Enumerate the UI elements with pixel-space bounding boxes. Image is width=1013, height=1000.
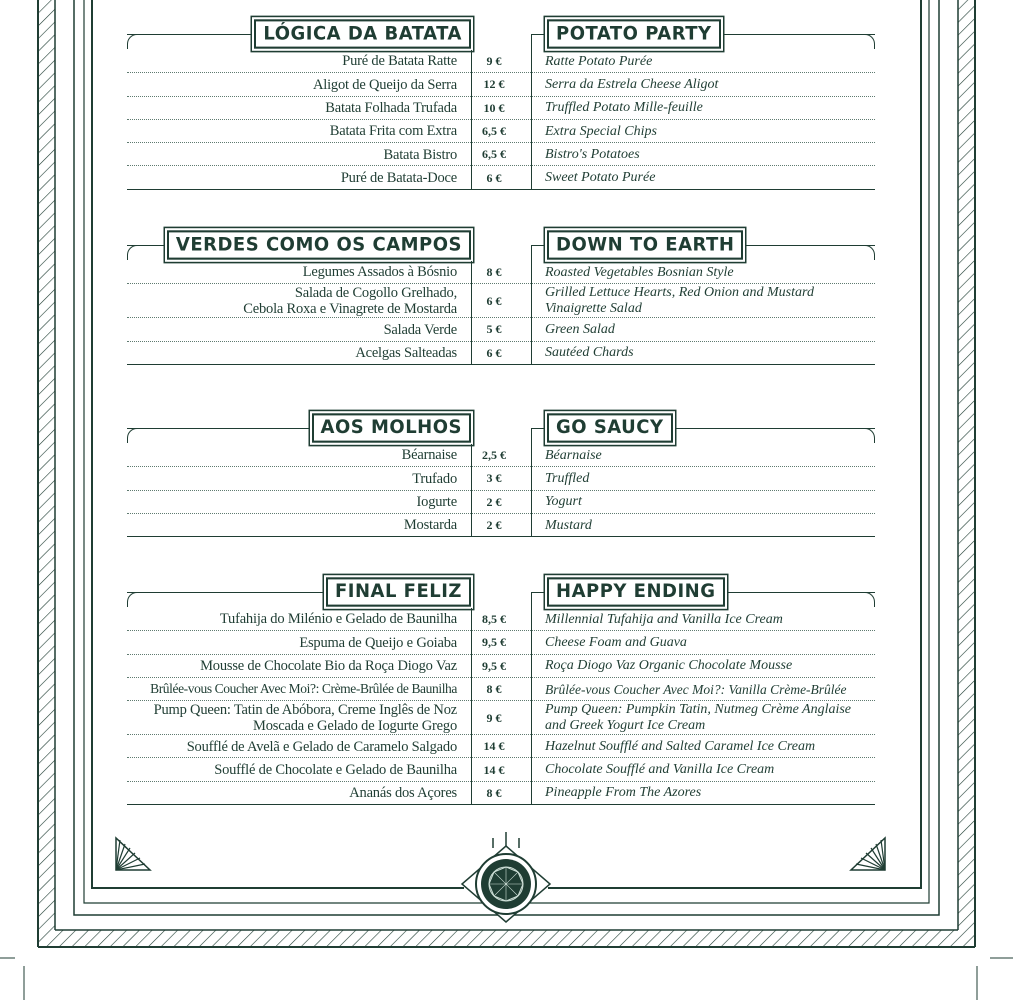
item-name-pt: Salada Verde xyxy=(383,321,457,338)
section-desserts xyxy=(127,574,875,805)
item-name-en: Green Salad xyxy=(545,321,615,337)
menu-row xyxy=(127,342,875,365)
item-price: 6 € xyxy=(486,170,502,185)
menu-row xyxy=(127,261,875,284)
item-name-pt: Aligot de Queijo da Serra xyxy=(313,76,457,93)
section-title-en: DOWN TO EARTH xyxy=(547,230,743,259)
item-price: 9 € xyxy=(486,710,502,725)
menu-row xyxy=(127,50,875,73)
section-title-en: GO SAUCY xyxy=(547,413,673,442)
item-name-en: Mustard xyxy=(545,517,592,533)
item-name-en: Serra da Estrela Cheese Aligot xyxy=(545,76,719,92)
item-name-pt: Brûlée-vous Coucher Avec Moi?: Crème-Brûlée de Baunilha xyxy=(150,681,457,697)
item-name-en: Roasted Vegetables Bosnian Style xyxy=(545,264,734,280)
item-name-pt: Ananás dos Açores xyxy=(349,785,457,802)
item-price: 10 € xyxy=(483,100,505,115)
section-greens xyxy=(127,227,875,365)
item-name-pt: Soufflé de Chocolate e Gelado de Baunilha xyxy=(214,761,457,778)
item-name-en: Cheese Foam and Guava xyxy=(545,634,687,650)
menu-row xyxy=(127,608,875,631)
item-price: 6,5 € xyxy=(482,147,506,162)
menu-row xyxy=(127,631,875,654)
item-name-en: Grilled Lettuce Hearts, Red Onion and Mustard Vinaigrette Salad xyxy=(545,285,814,317)
item-name-pt: Puré de Batata-Doce xyxy=(340,169,457,186)
item-price: 6 € xyxy=(486,293,502,308)
item-name-en: Béarnaise xyxy=(545,447,602,463)
item-price: 9,5 € xyxy=(482,658,506,673)
item-name-pt: Béarnaise xyxy=(401,447,457,464)
item-price: 5 € xyxy=(486,322,502,337)
menu-row xyxy=(127,701,875,735)
menu-row xyxy=(127,444,875,467)
item-name-en: Brûlée-vous Coucher Avec Moi?: Vanilla Crème-Brûlée xyxy=(545,681,847,697)
section-header xyxy=(127,227,875,261)
fan-ornament-right xyxy=(851,838,885,870)
menu-row xyxy=(127,120,875,143)
item-name-pt: Batata Bistro xyxy=(383,146,457,163)
section-title-pt: VERDES COMO OS CAMPOS xyxy=(167,230,471,259)
section-header xyxy=(127,574,875,608)
menu-row xyxy=(127,284,875,318)
section-header xyxy=(127,410,875,444)
item-name-en: Truffled Potato Mille-feuille xyxy=(545,100,703,116)
item-name-en: Pump Queen: Pumpkin Tatin, Nutmeg Crème Anglaise and Greek Yogurt Ice Cream xyxy=(545,702,852,734)
menu-row xyxy=(127,491,875,514)
section-potato xyxy=(127,16,875,190)
section-sauces xyxy=(127,410,875,537)
item-name-en: Sweet Potato Purée xyxy=(545,170,656,186)
item-name-pt: Trufado xyxy=(412,470,457,487)
item-name-pt: Tufahija do Milénio e Gelado de Baunilha xyxy=(219,611,457,628)
item-name-pt: Batata Frita com Extra xyxy=(329,123,457,140)
section-header xyxy=(127,16,875,50)
item-price: 6 € xyxy=(486,345,502,360)
menu-row xyxy=(127,782,875,805)
item-name-pt: Batata Folhada Trufada xyxy=(325,99,457,116)
menu-row xyxy=(127,655,875,678)
menu-row xyxy=(127,467,875,490)
menu-row xyxy=(127,514,875,537)
item-price: 2 € xyxy=(486,518,502,533)
item-price: 9 € xyxy=(486,54,502,69)
item-name-pt: Espuma de Queijo e Goiaba xyxy=(299,634,457,651)
item-price: 8 € xyxy=(486,682,502,697)
item-price: 2 € xyxy=(486,494,502,509)
item-name-en: Hazelnut Soufflé and Salted Caramel Ice Cream xyxy=(545,738,816,754)
menu-row xyxy=(127,678,875,701)
item-price: 9,5 € xyxy=(482,635,506,650)
fan-ornament-left xyxy=(116,838,150,870)
item-name-pt: Soufflé de Avelã e Gelado de Caramelo Salgado xyxy=(186,738,457,755)
item-name-en: Pineapple From The Azores xyxy=(545,785,702,801)
item-price: 6,5 € xyxy=(482,124,506,139)
menu-row xyxy=(127,97,875,120)
item-price: 2,5 € xyxy=(482,448,506,463)
item-name-pt: Mousse de Chocolate Bio da Roça Diogo Vaz xyxy=(200,657,457,674)
item-name-en: Bistro's Potatoes xyxy=(545,146,640,162)
item-name-en: Ratte Potato Purée xyxy=(545,53,653,69)
section-title-pt: FINAL FELIZ xyxy=(326,577,471,606)
item-name-en: Millennial Tufahija and Vanilla Ice Cream xyxy=(545,611,783,627)
item-name-pt: Iogurte xyxy=(416,493,457,510)
item-name-en: Truffled xyxy=(545,470,590,486)
item-price: 8 € xyxy=(486,265,502,280)
item-price: 8 € xyxy=(486,785,502,800)
item-name-en: Sautéed Chards xyxy=(545,345,634,361)
item-price: 8,5 € xyxy=(482,612,506,627)
item-price: 14 € xyxy=(483,762,505,777)
section-title-pt: AOS MOLHOS xyxy=(312,413,471,442)
item-price: 14 € xyxy=(483,739,505,754)
item-name-pt: Salada de Cogollo Grelhado, Cebola Roxa e Vinagrete de Mostarda xyxy=(243,284,457,318)
menu-row xyxy=(127,73,875,96)
menu-row xyxy=(127,166,875,189)
section-title-pt: LÓGICA DA BATATA xyxy=(254,19,471,48)
item-name-pt: Pump Queen: Tatin de Abóbora, Creme Inglês de Noz Moscada e Gelado de Iogurte Grego xyxy=(153,701,457,735)
item-name-pt: Puré de Batata Ratte xyxy=(342,53,457,70)
menu-row xyxy=(127,143,875,166)
item-name-pt: Mostarda xyxy=(403,517,457,534)
item-name-en: Extra Special Chips xyxy=(545,123,657,139)
item-name-pt: Acelgas Salteadas xyxy=(355,344,457,361)
item-price: 3 € xyxy=(486,471,502,486)
section-title-en: POTATO PARTY xyxy=(547,19,721,48)
diamond-medallion-icon xyxy=(462,832,550,922)
item-name-pt: Legumes Assados à Bósnio xyxy=(302,264,457,281)
section-title-en: HAPPY ENDING xyxy=(547,577,725,606)
menu-row xyxy=(127,318,875,341)
menu-row xyxy=(127,758,875,781)
item-name-en: Yogurt xyxy=(545,494,582,510)
item-name-en: Roça Diogo Vaz Organic Chocolate Mousse xyxy=(545,658,793,674)
item-price: 12 € xyxy=(483,77,505,92)
item-name-en: Chocolate Soufflé and Vanilla Ice Cream xyxy=(545,762,775,778)
menu-row xyxy=(127,735,875,758)
